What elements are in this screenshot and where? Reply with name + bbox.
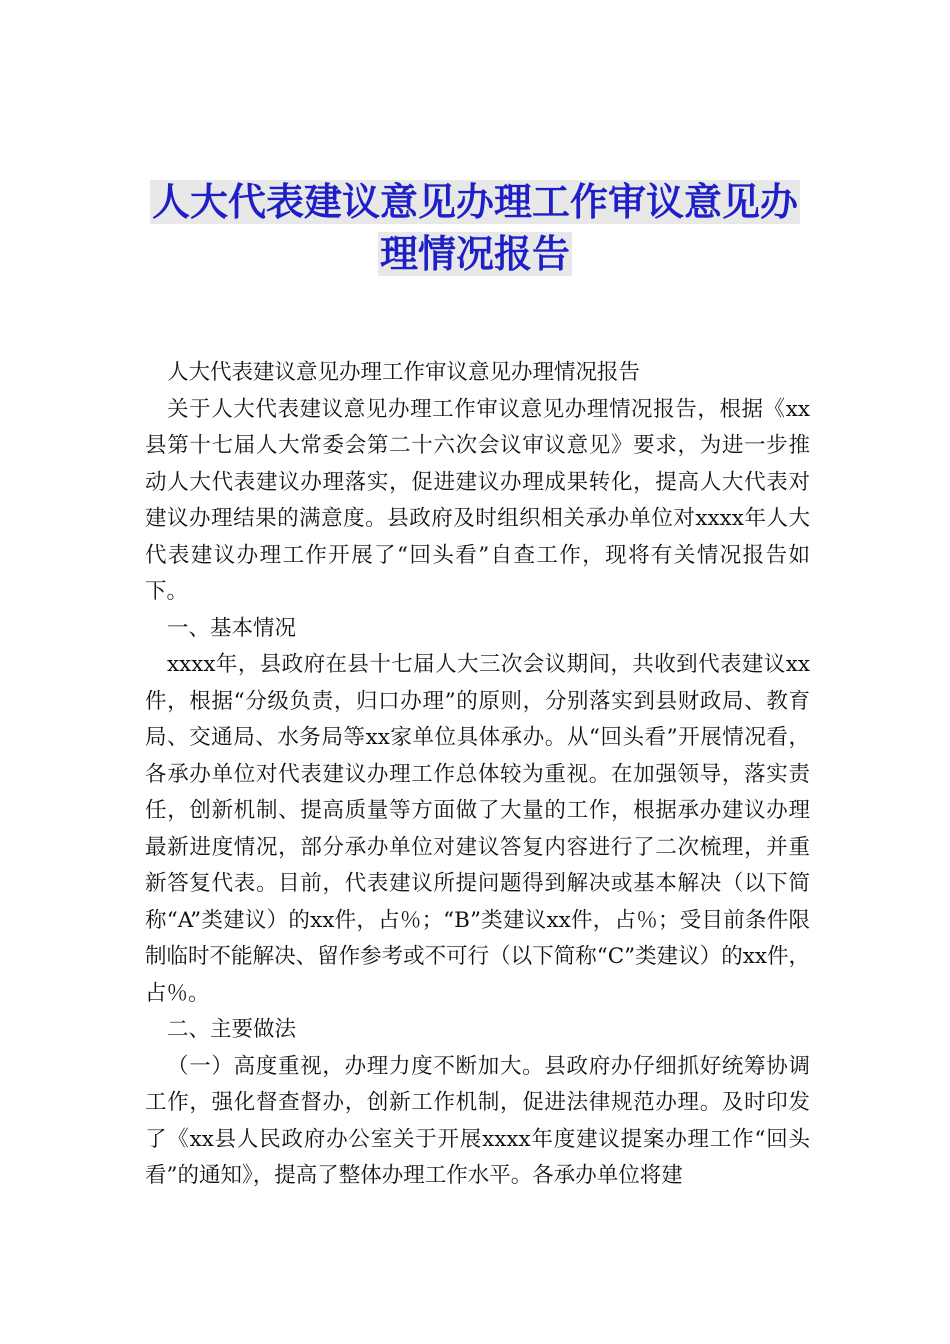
paragraph-basic-situation: xxxx年，县政府在县十七届人大三次会议期间，共收到代表建议xx件，根据“分级负责，归口办理”的原则，分别落实到县财政局、教育局、交通局、水务局等xx家单位具体承办。从“回头看”开展情况看，各承办单位对代表建议办理工作总体较为重视。在加强领导，落实责任，创新机制、提高质量等方面做了大量的工作，根据承办建议办理最新进度情况，部分承办单位对建议答复内容进行了二次梳理，并重新答复代表。目前，代表建议所提问题得到解决或基本解决（以下简称“A”类建议）的xx件，占％；“B”类建议xx件，占％；受目前条件限制临时不能解决、留作参考或不可行（以下简称“C”类建议）的xx件，占％。	[145, 652, 810, 1006]
document-title	[120, 176, 830, 280]
title-line-1: 人大代表建议意见办理工作审议意见办	[151, 180, 798, 224]
section-heading-methods: 二、主要做法	[167, 1017, 297, 1042]
document-body	[145, 355, 810, 1195]
section-heading-basic: 一、基本情况	[167, 615, 297, 641]
paragraph-intro: 关于人大代表建议意见办理工作审议意见办理情况报告，根据《xx县第十七届人大常委会第二十六次会议审议意见》要求，为进一步推动人大代表建议办理落实，促进建议办理成果转化，提高人大代表对建议办理结果的满意度。县政府及时组织相关承办单位对xxxx年人大代表建议办理工作开展了“回头看”自查工作，现将有关情况报告如下。	[145, 396, 810, 604]
paragraph-subtitle: 人大代表建议意见办理工作审议意见办理情况报告	[167, 360, 641, 385]
paragraph-method-1: （一）高度重视，办理力度不断加大。县政府办仔细抓好统筹协调工作，强化督查督办，创新工作机制，促进法律规范办理。及时印发了《xx县人民政府办公室关于开展xxxx年度建议提案办理工作“回头看”的通知》，提高了整体办理工作水平。各承办单位将建	[145, 1053, 810, 1188]
title-line-2: 理情况报告	[379, 232, 570, 276]
